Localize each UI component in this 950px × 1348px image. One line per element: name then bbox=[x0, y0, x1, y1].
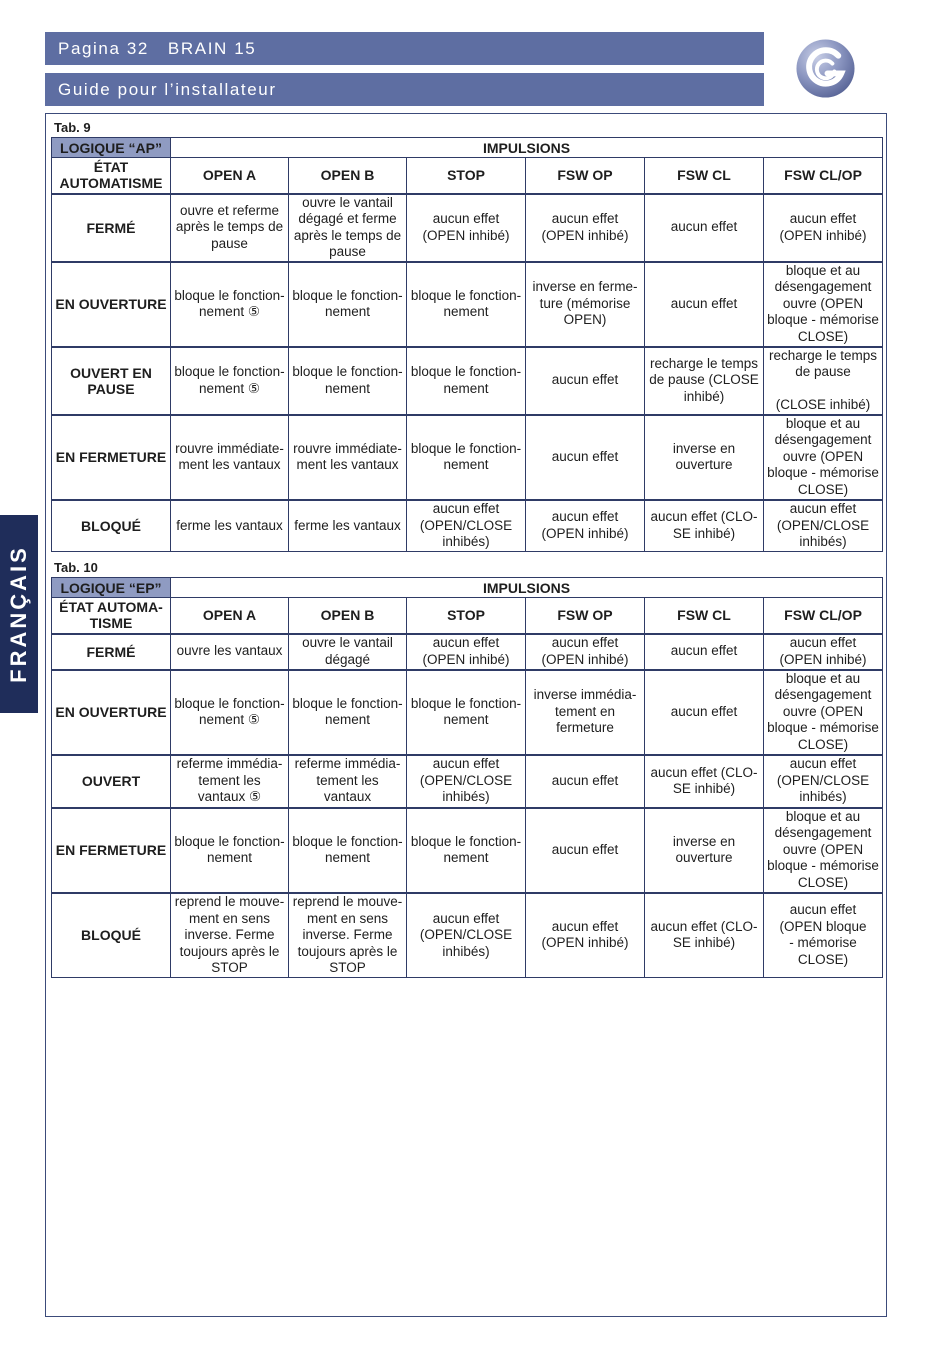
effect-cell: aucun effet bbox=[526, 415, 645, 500]
logic-ep-table bbox=[51, 577, 883, 978]
effect-cell: inverse en ouverture bbox=[645, 415, 764, 500]
table-10-caption: Tab. 10 bbox=[54, 560, 98, 575]
table-row bbox=[52, 415, 883, 500]
effect-cell: referme immédia- tement les vantaux bbox=[289, 755, 407, 808]
effect-cell: aucun effet bbox=[526, 808, 645, 893]
logic-label: LOGIQUE “EP” bbox=[52, 578, 171, 598]
impulse-column-header: STOP bbox=[407, 158, 526, 194]
effect-cell: rouvre immédiate- ment les vantaux bbox=[171, 415, 289, 500]
effect-cell: aucun effet bbox=[645, 634, 764, 670]
impulse-column-header: OPEN A bbox=[171, 598, 289, 634]
effect-cell: bloque et au désengagement ouvre (OPEN bloque - mémorise CLOSE) bbox=[764, 808, 883, 893]
effect-cell: inverse en ferme- ture (mémorise OPEN) bbox=[526, 262, 645, 347]
state-cell: EN OUVERTURE bbox=[52, 670, 171, 755]
effect-cell: aucun effet (OPEN bloque - mémorise CLOSE) bbox=[764, 893, 883, 978]
effect-cell: aucun effet (OPEN/CLOSE inhibés) bbox=[407, 755, 526, 808]
effect-cell: inverse en ouverture bbox=[645, 808, 764, 893]
page-header-bar bbox=[45, 32, 764, 65]
table-row bbox=[52, 347, 883, 415]
effect-cell: bloque le fonction- nement bbox=[289, 347, 407, 415]
effect-cell: aucun effet bbox=[645, 262, 764, 347]
effect-cell: aucun effet (OPEN inhibé) bbox=[526, 500, 645, 552]
effect-cell: aucun effet (CLO- SE inhibé) bbox=[645, 755, 764, 808]
logic-ap-table bbox=[51, 137, 883, 552]
language-side-tab bbox=[0, 515, 38, 713]
effect-cell: reprend le mouve- ment en sens inverse. Ferme toujours après le STOP bbox=[289, 893, 407, 978]
effect-cell: bloque le fonction- nement bbox=[407, 415, 526, 500]
effect-cell: aucun effet (OPEN inhibé) bbox=[526, 634, 645, 670]
brand-g-logo-icon bbox=[795, 38, 856, 99]
effect-cell: reprend le mouve- ment en sens inverse. Ferme toujours après le STOP bbox=[171, 893, 289, 978]
effect-cell: aucun effet (OPEN/CLOSE inhibés) bbox=[764, 500, 883, 552]
impulse-column-header: FSW CL bbox=[645, 598, 764, 634]
effect-cell: aucun effet (OPEN inhibé) bbox=[526, 194, 645, 262]
effect-cell: bloque le fonction- nement ⑤ bbox=[171, 262, 289, 347]
effect-cell: aucun effet (OPEN/CLOSE inhibés) bbox=[764, 755, 883, 808]
table-row bbox=[52, 500, 883, 552]
effect-cell: bloque le fonction- nement ⑤ bbox=[171, 347, 289, 415]
effect-cell: ferme les vantaux bbox=[289, 500, 407, 552]
logic-label: LOGIQUE “AP” bbox=[52, 138, 171, 158]
language-label: FRANÇAIS bbox=[6, 545, 31, 683]
impulses-header: IMPULSIONS bbox=[171, 138, 883, 158]
effect-cell: aucun effet (OPEN inhibé) bbox=[407, 194, 526, 262]
effect-cell: bloque le fonction- nement bbox=[289, 670, 407, 755]
state-cell: EN FERMETURE bbox=[52, 415, 171, 500]
effect-cell: recharge le temps de pause (CLOSE inhibé) bbox=[645, 347, 764, 415]
impulse-column-header: FSW CL/OP bbox=[764, 158, 883, 194]
effect-cell: aucun effet (CLO- SE inhibé) bbox=[645, 500, 764, 552]
effect-cell: aucun effet (OPEN/CLOSE inhibés) bbox=[407, 893, 526, 978]
table-row bbox=[52, 194, 883, 262]
table-row bbox=[52, 808, 883, 893]
state-cell: FERMÉ bbox=[52, 634, 171, 670]
effect-cell: aucun effet (OPEN inhibé) bbox=[526, 893, 645, 978]
effect-cell: ouvre le vantail dégagé bbox=[289, 634, 407, 670]
table-row bbox=[52, 893, 883, 978]
logic-header-row bbox=[52, 578, 883, 598]
effect-cell: ouvre le vantail dégagé et ferme après le temps de pause bbox=[289, 194, 407, 262]
impulse-column-header: OPEN B bbox=[289, 598, 407, 634]
logic-header-row bbox=[52, 138, 883, 158]
effect-cell: aucun effet (OPEN inhibé) bbox=[764, 634, 883, 670]
state-column-header: ÉTAT AUTOMATISME bbox=[52, 158, 171, 194]
page-number-title: Pagina 32 BRAIN 15 bbox=[58, 39, 257, 58]
state-cell: BLOQUÉ bbox=[52, 500, 171, 552]
effect-cell: bloque le fonction- nement bbox=[407, 347, 526, 415]
effect-cell: ouvre et referme après le temps de pause bbox=[171, 194, 289, 262]
effect-cell: ferme les vantaux bbox=[171, 500, 289, 552]
impulse-column-header: FSW OP bbox=[526, 598, 645, 634]
table-row bbox=[52, 670, 883, 755]
impulse-column-header: FSW CL/OP bbox=[764, 598, 883, 634]
state-cell: EN OUVERTURE bbox=[52, 262, 171, 347]
column-header-row bbox=[52, 598, 883, 634]
effect-cell: referme immédia- tement les vantaux ⑤ bbox=[171, 755, 289, 808]
effect-cell: bloque et au désengagement ouvre (OPEN bloque - mémorise CLOSE) bbox=[764, 415, 883, 500]
table-row bbox=[52, 634, 883, 670]
impulse-column-header: OPEN A bbox=[171, 158, 289, 194]
state-cell: EN FERMETURE bbox=[52, 808, 171, 893]
impulse-column-header: STOP bbox=[407, 598, 526, 634]
table-row bbox=[52, 755, 883, 808]
effect-cell: aucun effet (OPEN inhibé) bbox=[407, 634, 526, 670]
guide-title: Guide pour l’installateur bbox=[58, 80, 277, 99]
impulses-header: IMPULSIONS bbox=[171, 578, 883, 598]
column-header-row bbox=[52, 158, 883, 194]
state-cell: FERMÉ bbox=[52, 194, 171, 262]
effect-cell: bloque le fonction- nement bbox=[407, 808, 526, 893]
guide-title-bar bbox=[45, 73, 764, 106]
state-column-header: ÉTAT AUTOMA- TISME bbox=[52, 598, 171, 634]
effect-cell: ouvre les vantaux bbox=[171, 634, 289, 670]
effect-cell: bloque le fonction- nement bbox=[289, 808, 407, 893]
effect-cell: bloque et au désengagement ouvre (OPEN bloque - mémorise CLOSE) bbox=[764, 262, 883, 347]
effect-cell: bloque le fonction- nement bbox=[289, 262, 407, 347]
effect-cell: aucun effet (OPEN/CLOSE inhibés) bbox=[407, 500, 526, 552]
effect-cell: bloque le fonction- nement bbox=[407, 670, 526, 755]
effect-cell: inverse immédia- tement en fermeture bbox=[526, 670, 645, 755]
effect-cell: aucun effet bbox=[645, 670, 764, 755]
state-cell: OUVERT EN PAUSE bbox=[52, 347, 171, 415]
effect-cell: aucun effet bbox=[526, 347, 645, 415]
effect-cell: aucun effet bbox=[645, 194, 764, 262]
effect-cell: recharge le temps de pause (CLOSE inhibé) bbox=[764, 347, 883, 415]
effect-cell: bloque le fonction- nement bbox=[407, 262, 526, 347]
impulse-column-header: OPEN B bbox=[289, 158, 407, 194]
effect-cell: aucun effet (OPEN inhibé) bbox=[764, 194, 883, 262]
effect-cell: aucun effet bbox=[526, 755, 645, 808]
effect-cell: bloque le fonction- nement bbox=[171, 808, 289, 893]
state-cell: OUVERT bbox=[52, 755, 171, 808]
effect-cell: rouvre immédiate- ment les vantaux bbox=[289, 415, 407, 500]
effect-cell: aucun effet (CLO- SE inhibé) bbox=[645, 893, 764, 978]
effect-cell: bloque le fonction- nement ⑤ bbox=[171, 670, 289, 755]
impulse-column-header: FSW OP bbox=[526, 158, 645, 194]
effect-cell: bloque et au désengagement ouvre (OPEN bloque - mémorise CLOSE) bbox=[764, 670, 883, 755]
table-row bbox=[52, 262, 883, 347]
state-cell: BLOQUÉ bbox=[52, 893, 171, 978]
table-9-caption: Tab. 9 bbox=[54, 120, 91, 135]
impulse-column-header: FSW CL bbox=[645, 158, 764, 194]
